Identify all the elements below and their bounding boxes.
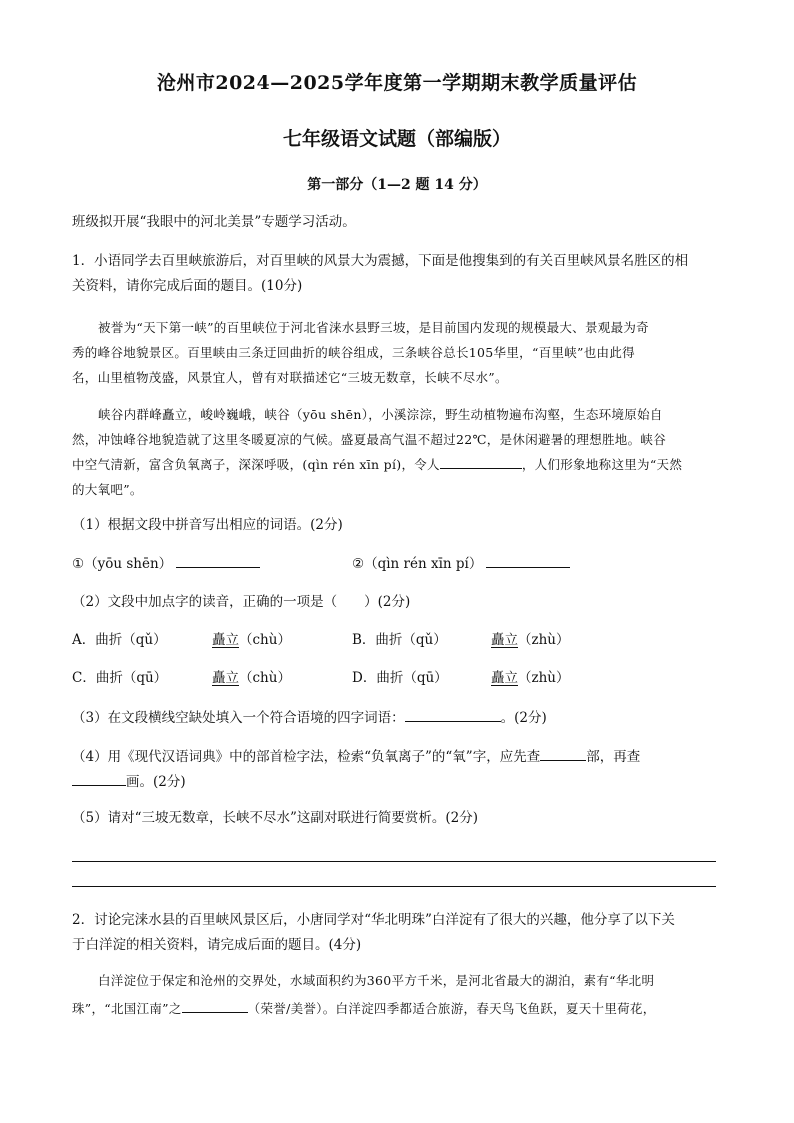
exam-title: 沧州市2024—2025学年度第一学期期末教学质量评估 — [156, 72, 638, 94]
q1-sub5-text: （5）请对“三坡无数章，长峡不尽水”这副对联进行简要赏析。(2分) — [72, 810, 479, 826]
q1-sub4-text: （4）用《现代汉语词典》中的部首检字法，检索“负氧离子”的“氧”字，应先查 — [72, 749, 541, 765]
q1-passage-p1-line1: 被誉为“天下第一峡”的百里峡位于河北省涞水县野三坡，是目前国内发现的规模最大、景观最为奇 — [98, 320, 649, 335]
q1-sub1-item-a — [72, 553, 260, 574]
q1-sub4-stroke-answer[interactable] — [72, 771, 126, 786]
q2-passage-line2-after: （荣誉/美誉）。白洋淀四季都适合旅游，春天鸟飞鱼跃，夏天十里荷花， — [247, 1001, 656, 1016]
q1-sub1-item-b — [352, 553, 570, 574]
exam-subtitle: 七年级语文试题（部编版） — [282, 128, 511, 150]
q1-stem-line2: 关资料，请你完成后面的题目。(10分) — [72, 278, 303, 294]
q1-sub2-option-a-reading: 矗立（chù） — [212, 632, 291, 648]
q1-passage-p2-line3-before: 中空气清新，富含负氧离子，深深呼吸，(qìn rén xīn pí)，令人 — [72, 457, 440, 472]
passage-fill-blank[interactable] — [440, 454, 522, 469]
q1-sub4-line2 — [72, 771, 722, 792]
answer-line-2[interactable] — [72, 886, 716, 887]
q1-sub1-text: （1）根据文段中拼音写出相应的词语。(2分) — [72, 517, 343, 533]
q1-passage-p2-line3-after: ，人们形象地称这里为“天然 — [521, 457, 683, 472]
q1-sub3 — [72, 707, 722, 728]
q1-passage-p2-line1: 峡谷内群峰矗立，峻岭巍峨，峡谷（yōu shēn），小溪淙淙，野生动植物遍布沟壑，生态环境原始自 — [98, 407, 663, 422]
q1-sub2-text: （2）文段中加点字的读音，正确的一项是（ ）(2分) — [72, 594, 411, 610]
q1-sub2-option-b[interactable]: B．曲折（qǔ） — [352, 632, 447, 648]
q1-sub2-option-c[interactable]: C．曲折（qū） — [72, 670, 168, 686]
q2-stem-line2: 于白洋淀的相关资料，请完成后面的题目。(4分) — [72, 937, 362, 953]
q1-passage-p1-line2: 秀的峰谷地貌景区。百里峡由三条迂回曲折的峡谷组成，三条峡谷总长105华里，“百里峡”也由此得 — [72, 345, 635, 360]
q1-sub1-answer-b[interactable] — [486, 553, 570, 568]
q1-passage-p2-line4: 的大氧吧”。 — [72, 482, 143, 497]
q1-sub2-option-a[interactable]: A．曲折（qǔ） — [72, 632, 167, 648]
q1-sub4-text-end: 画。(2分) — [126, 774, 186, 790]
q2-passage-line2 — [72, 996, 722, 1021]
q1-sub4-text-mid: 部，再查 — [586, 749, 641, 765]
q1-passage-p2-line2: 然，冲蚀峰谷地貌造就了这里冬暖夏凉的气候。盛夏最高气温不超过22℃，是休闲避暑的理想胜地。峡谷 — [72, 432, 666, 447]
q1-sub2-option-d-reading: 矗立（zhù） — [491, 670, 570, 686]
answer-line-1[interactable] — [72, 861, 716, 862]
q2-passage-line1: 白洋淀位于保定和沧州的交界处，水域面积约为360平方千米，是河北省最大的湖泊，素有“华北明 — [98, 973, 655, 988]
section-heading: 第一部分（1—2 题 14 分） — [307, 177, 487, 193]
q1-sub3-answer[interactable] — [405, 707, 501, 722]
q1-sub3-score: 。(2分) — [500, 710, 547, 726]
q2-fill-blank[interactable] — [182, 998, 248, 1013]
q1-sub1-item-a-label: ①（yōu shēn） — [72, 556, 173, 572]
q2-stem-line1: 2．讨论完涞水县的百里峡风景区后，小唐同学对“华北明珠”白洋淀有了很大的兴趣，他分享了以下关 — [72, 912, 675, 928]
q1-sub1-item-b-label: ②（qìn rén xīn pí） — [352, 556, 483, 572]
q1-sub2-option-d[interactable]: D．曲折（qū） — [352, 670, 448, 686]
q1-sub4-line1 — [72, 746, 722, 767]
q1-sub2-option-c-reading: 矗立（chù） — [212, 670, 291, 686]
q1-sub2-option-b-reading: 矗立（zhù） — [491, 632, 570, 648]
q1-sub3-text: （3）在文段横线空缺处填入一个符合语境的四字词语： — [72, 710, 405, 726]
intro-text: 班级拟开展“我眼中的河北美景”专题学习活动。 — [72, 214, 356, 230]
q2-passage-line2-before: 珠”，“北国江南”之 — [72, 1001, 182, 1016]
q1-sub1-answer-a[interactable] — [176, 553, 260, 568]
q1-passage-p1-line3: 名，山里植物茂盛，风景宜人，曾有对联描述它“三坡无数章，长峡不尽水”。 — [72, 370, 508, 385]
q1-sub4-radical-answer[interactable] — [540, 746, 586, 761]
q1-passage-p2-line3 — [72, 452, 722, 477]
q1-stem-line1: 1．小语同学去百里峡旅游后，对百里峡的风景大为震撼，下面是他搜集到的有关百里峡风景名胜区的相 — [72, 253, 689, 269]
